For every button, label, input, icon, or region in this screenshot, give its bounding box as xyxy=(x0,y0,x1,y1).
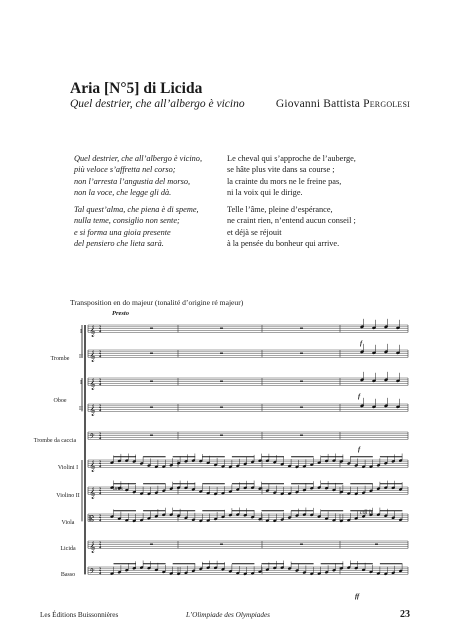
whole-rest-icon xyxy=(150,328,153,329)
time-signature-numerator: 2 xyxy=(99,431,102,437)
whole-rest-icon xyxy=(150,435,153,436)
treble-clef-icon: 𝄞 xyxy=(89,405,96,416)
treble-clef-icon: 𝄞 xyxy=(89,461,96,472)
transposition-note: Transposition en do majeur (tonalité d’origine ré majeur) xyxy=(70,298,244,307)
whole-rest-icon xyxy=(300,381,303,382)
poem-line: Le cheval qui s’approche de l’auberge, xyxy=(227,154,356,163)
whole-rest-icon xyxy=(220,381,223,382)
time-signature-denominator: 4 xyxy=(99,435,102,441)
poem-line: Tal quest’alma, che piena è di speme, xyxy=(74,205,199,215)
poem-line: più veloce s’affretta nel corso; xyxy=(74,165,176,175)
poem-line: et déjà se réjouit xyxy=(227,227,282,237)
time-signature-numerator: 2 xyxy=(99,377,102,383)
part-label: I xyxy=(80,380,82,386)
bass-clef-icon: 𝄢 xyxy=(89,432,95,442)
time-signature-denominator: 4 xyxy=(99,517,102,523)
whole-rest-icon xyxy=(300,407,303,408)
instrument-label: Violino II xyxy=(56,493,80,499)
time-signature-numerator: 2 xyxy=(99,349,102,355)
poem-line: Telle l’âme, pleine d’espérance, xyxy=(227,205,333,215)
whole-rest-icon xyxy=(300,353,303,354)
unis-marking: unis xyxy=(113,486,124,492)
whole-rest-icon xyxy=(220,353,223,354)
poem-line: e si forma una gioia presente xyxy=(74,227,171,237)
poem-line: nulla teme, consiglio non sente; xyxy=(74,216,180,226)
time-signature-denominator: 4 xyxy=(99,490,102,496)
dynamic-mark: f xyxy=(358,393,361,400)
time-signature-denominator: 4 xyxy=(99,407,102,413)
page-number: 23 xyxy=(400,609,410,620)
treble-clef-icon: 𝄞 xyxy=(89,379,96,390)
poem-line: ni la voix qui le dirige. xyxy=(227,187,303,197)
instrument-label: Trombe da caccia xyxy=(33,438,77,444)
time-signature-numerator: 2 xyxy=(99,459,102,465)
work-footer: L’Olimpiade des Olympiades xyxy=(186,611,270,619)
time-signature-denominator: 4 xyxy=(99,570,102,576)
instrument-label: Basso xyxy=(60,572,76,578)
time-signature-numerator: 2 xyxy=(99,324,102,330)
dynamic-mark: f xyxy=(358,446,361,453)
treble-clef-icon: 𝄞 xyxy=(89,351,96,362)
composer-first: Giovanni Battista xyxy=(275,98,364,110)
time-signature-numerator: 2 xyxy=(99,566,102,572)
group-label-oboe: Oboe xyxy=(53,398,67,404)
whole-rest-icon xyxy=(300,435,303,436)
poem-line: non la voce, che legge gli dà. xyxy=(74,187,172,197)
poem-line: Quel destrier, che all’albergo è vicino, xyxy=(74,154,203,163)
whole-rest-icon xyxy=(220,435,223,436)
time-signature-denominator: 4 xyxy=(99,381,102,387)
whole-rest-icon xyxy=(220,544,223,545)
tempo-marking: Presto xyxy=(112,310,129,317)
poem-line: non l’arresta l’angustia del morso, xyxy=(74,176,191,186)
poem-line: del pensiero che lieta sarà. xyxy=(74,239,164,249)
time-signature-numerator: 2 xyxy=(99,540,102,546)
time-signature-denominator: 4 xyxy=(99,544,102,550)
part-label: II xyxy=(79,354,83,360)
whole-rest-icon xyxy=(375,544,378,545)
alto-clef-icon: 𝄡 xyxy=(89,514,94,524)
poem-line: la crainte du mors ne le freine pas, xyxy=(227,176,342,186)
publisher-footer: Les Éditions Buissonnières xyxy=(40,611,119,619)
time-signature-numerator: 2 xyxy=(99,486,102,492)
bass-clef-icon: 𝄢 xyxy=(89,567,95,577)
whole-rest-icon xyxy=(150,407,153,408)
aria-title: Aria [N°5] di Licida xyxy=(70,80,203,97)
time-signature-denominator: 4 xyxy=(99,353,102,359)
poem-line: à la pensée du bonheur qui arrive. xyxy=(227,239,340,249)
poem-line: se hâte plus vite dans sa course ; xyxy=(227,165,335,175)
poem-line: ne craint rien, n’entend aucun conseil ; xyxy=(227,216,356,226)
whole-rest-icon xyxy=(220,328,223,329)
instrument-label: Licida xyxy=(60,546,76,552)
whole-rest-icon xyxy=(150,381,153,382)
group-label-trombe: Trombe xyxy=(50,356,70,362)
whole-rest-icon xyxy=(300,544,303,545)
treble-clef-icon: 𝄞 xyxy=(89,326,96,337)
whole-rest-icon xyxy=(150,544,153,545)
aria-subtitle: Quel destrier, che all’albergo è vicino xyxy=(70,98,245,110)
treble-clef-icon: 𝄞 xyxy=(89,542,96,553)
whole-rest-icon xyxy=(220,407,223,408)
time-signature-numerator: 2 xyxy=(99,403,102,409)
part-label: I xyxy=(80,329,82,335)
col-b-marking: col b xyxy=(360,510,372,516)
instrument-label: Viola xyxy=(61,520,75,526)
composer-last: Pergolesi xyxy=(363,98,410,110)
part-label: II xyxy=(79,406,83,412)
whole-rest-icon xyxy=(150,353,153,354)
treble-clef-icon: 𝄞 xyxy=(89,488,96,499)
whole-rest-icon xyxy=(300,328,303,329)
dynamic-mark: f xyxy=(360,340,363,347)
time-signature-numerator: 2 xyxy=(99,513,102,519)
time-signature-denominator: 4 xyxy=(99,328,102,334)
time-signature-denominator: 4 xyxy=(99,463,102,469)
dynamic-mark: ff xyxy=(355,593,360,600)
instrument-label: Violini I xyxy=(57,465,79,471)
